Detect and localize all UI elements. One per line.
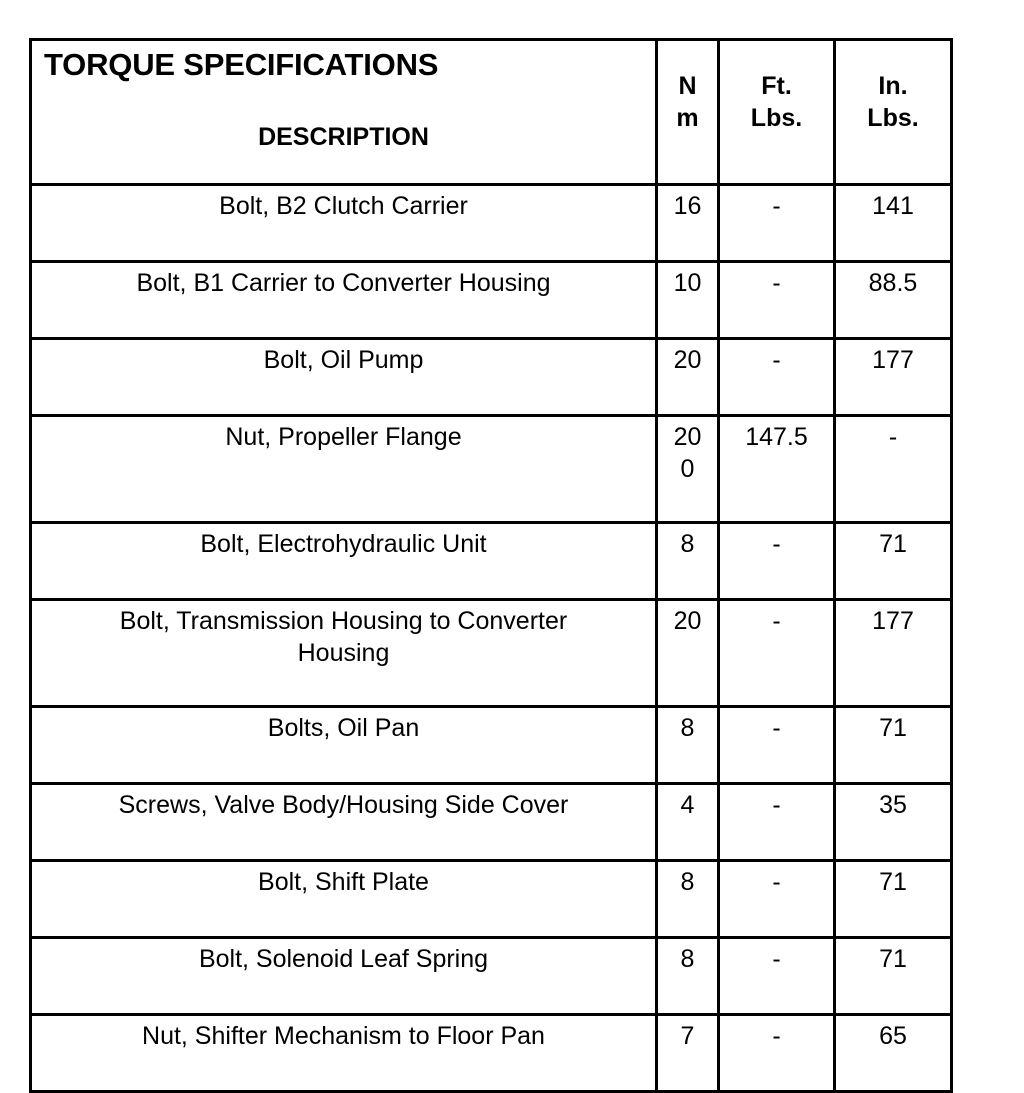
- ft-lbs-text: -: [772, 192, 781, 220]
- column-header-in-lbs: In. Lbs.: [867, 72, 919, 132]
- nm-text: 10: [673, 269, 702, 297]
- in-lbs-text: 88.5: [868, 269, 918, 297]
- torque-specifications-table: [29, 38, 953, 1093]
- in-lbs-text: 65: [879, 1022, 907, 1050]
- description-text: Nut, Shifter Mechanism to Floor Pan: [142, 1022, 545, 1050]
- table-title: TORQUE SPECIFICATIONS: [44, 47, 439, 82]
- in-lbs-cell: [835, 339, 952, 416]
- description-text: Nut, Propeller Flange: [225, 423, 462, 451]
- ft-lbs-cell: [719, 416, 835, 523]
- in-lbs-text: 71: [879, 530, 907, 558]
- header-description-cell: [31, 40, 657, 185]
- in-lbs-text: -: [888, 423, 898, 451]
- nm-cell: [657, 707, 719, 784]
- table-row: [31, 707, 952, 784]
- ft-lbs-cell: [719, 339, 835, 416]
- table-row: [31, 339, 952, 416]
- table-row: [31, 416, 952, 523]
- nm-cell: [657, 262, 719, 339]
- description-cell: [31, 938, 657, 1015]
- in-lbs-text: 177: [872, 346, 914, 374]
- description-cell: [31, 339, 657, 416]
- table-row: [31, 861, 952, 938]
- in-lbs-text: 71: [879, 868, 907, 896]
- description-text: Screws, Valve Body/Housing Side Cover: [118, 791, 569, 819]
- nm-text: 4: [680, 791, 695, 819]
- nm-cell: [657, 938, 719, 1015]
- description-text: Bolt, B1 Carrier to Converter Housing: [136, 269, 551, 297]
- ft-lbs-text: -: [772, 945, 781, 973]
- column-header-description: DESCRIPTION: [258, 123, 429, 151]
- description-cell: [31, 707, 657, 784]
- description-text: Bolt, Oil Pump: [263, 346, 424, 374]
- nm-text: 20: [673, 346, 702, 374]
- column-header-ft-lbs: Ft. Lbs.: [750, 72, 803, 132]
- nm-text: 16: [673, 192, 702, 220]
- description-cell: [31, 1015, 657, 1092]
- in-lbs-text: 35: [879, 791, 907, 819]
- ft-lbs-cell: [719, 523, 835, 600]
- in-lbs-cell: [835, 861, 952, 938]
- ft-lbs-text: -: [772, 714, 781, 742]
- ft-lbs-text: -: [772, 346, 781, 374]
- description-text: Bolts, Oil Pan: [267, 714, 420, 742]
- in-lbs-cell: [835, 523, 952, 600]
- ft-lbs-cell: [719, 185, 835, 262]
- table-row: [31, 185, 952, 262]
- nm-cell: [657, 784, 719, 861]
- ft-lbs-cell: [719, 784, 835, 861]
- nm-cell: [657, 339, 719, 416]
- nm-cell: [657, 523, 719, 600]
- in-lbs-cell: [835, 784, 952, 861]
- header-nm-cell: [657, 40, 719, 185]
- header-ft-lbs-cell: [719, 40, 835, 185]
- ft-lbs-text: -: [772, 1022, 781, 1050]
- ft-lbs-text: -: [772, 607, 781, 635]
- ft-lbs-text: -: [772, 269, 781, 297]
- ft-lbs-text: 147.5: [745, 423, 808, 451]
- nm-text: 8: [680, 714, 695, 742]
- nm-text: 8: [680, 530, 695, 558]
- ft-lbs-cell: [719, 861, 835, 938]
- nm-cell: [657, 861, 719, 938]
- nm-text: 20: [673, 607, 702, 635]
- nm-text: 8: [680, 945, 695, 973]
- nm-cell: [657, 1015, 719, 1092]
- nm-cell: [657, 600, 719, 707]
- ft-lbs-cell: [719, 262, 835, 339]
- table-row: [31, 1015, 952, 1092]
- ft-lbs-cell: [719, 600, 835, 707]
- table-row: [31, 523, 952, 600]
- description-text: Bolt, Transmission Housing to Converter Housing: [119, 607, 568, 667]
- table-row: [31, 600, 952, 707]
- in-lbs-cell: [835, 1015, 952, 1092]
- header-in-lbs-cell: [835, 40, 952, 185]
- description-cell: [31, 185, 657, 262]
- in-lbs-cell: [835, 707, 952, 784]
- ft-lbs-cell: [719, 938, 835, 1015]
- in-lbs-cell: [835, 185, 952, 262]
- table-row: [31, 938, 952, 1015]
- nm-text: 7: [680, 1022, 695, 1050]
- column-header-nm: N m: [676, 72, 699, 132]
- description-cell: [31, 416, 657, 523]
- table-header-row: [31, 40, 952, 185]
- table-row: [31, 784, 952, 861]
- description-cell: [31, 861, 657, 938]
- table-row: [31, 262, 952, 339]
- in-lbs-cell: [835, 262, 952, 339]
- nm-text: 20 0: [673, 423, 702, 483]
- nm-cell: [657, 416, 719, 523]
- ft-lbs-text: -: [772, 791, 781, 819]
- description-text: Bolt, Electrohydraulic Unit: [200, 530, 487, 558]
- description-text: Bolt, Shift Plate: [258, 868, 429, 896]
- description-cell: [31, 600, 657, 707]
- in-lbs-cell: [835, 938, 952, 1015]
- ft-lbs-text: -: [772, 530, 781, 558]
- ft-lbs-cell: [719, 707, 835, 784]
- description-cell: [31, 523, 657, 600]
- description-cell: [31, 784, 657, 861]
- nm-cell: [657, 185, 719, 262]
- description-text: Bolt, B2 Clutch Carrier: [219, 192, 468, 220]
- in-lbs-text: 177: [872, 607, 914, 635]
- description-text: Bolt, Solenoid Leaf Spring: [198, 945, 489, 973]
- description-cell: [31, 262, 657, 339]
- in-lbs-cell: [835, 600, 952, 707]
- in-lbs-cell: [835, 416, 952, 523]
- in-lbs-text: 71: [879, 714, 907, 742]
- nm-text: 8: [680, 868, 695, 896]
- in-lbs-text: 141: [872, 192, 914, 220]
- ft-lbs-text: -: [772, 868, 781, 896]
- in-lbs-text: 71: [879, 945, 907, 973]
- ft-lbs-cell: [719, 1015, 835, 1092]
